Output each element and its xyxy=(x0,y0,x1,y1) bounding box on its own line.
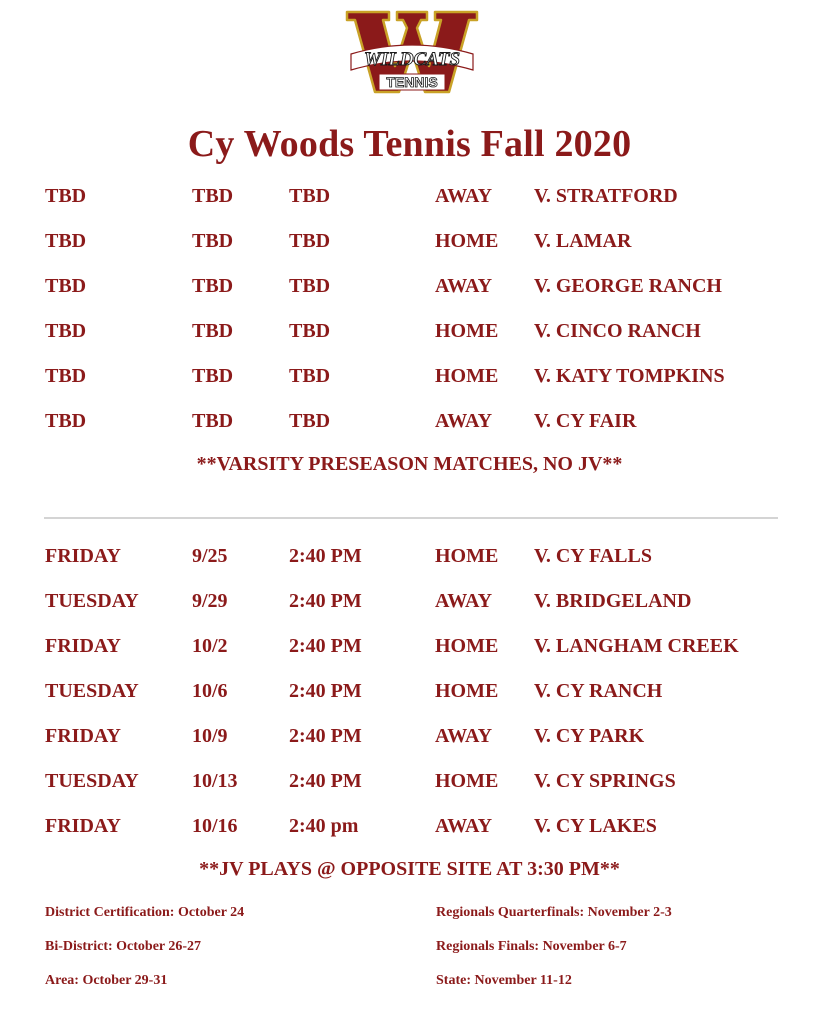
match-date: TBD xyxy=(192,230,234,252)
regular-schedule xyxy=(45,536,785,851)
match-time: 2:40 PM xyxy=(289,590,362,612)
match-site: HOME xyxy=(435,545,499,567)
match-opponent: V. CY FAIR xyxy=(534,410,637,432)
match-time: 2:40 PM xyxy=(289,725,362,747)
match-time: TBD xyxy=(289,185,331,207)
match-day: FRIDAY xyxy=(45,725,121,747)
key-date-item: Area: October 29-31 xyxy=(45,973,168,988)
match-day: FRIDAY xyxy=(45,635,121,657)
match-date: TBD xyxy=(192,275,234,297)
match-site: HOME xyxy=(435,635,499,657)
match-site: AWAY xyxy=(435,410,493,432)
match-site: HOME xyxy=(435,230,499,252)
match-day: FRIDAY xyxy=(45,545,121,567)
match-site: HOME xyxy=(435,320,499,342)
key-date-item: State: November 11-12 xyxy=(436,973,572,988)
match-day: FRIDAY xyxy=(45,815,121,837)
match-time: TBD xyxy=(289,410,331,432)
schedule-row xyxy=(45,806,785,851)
match-site: AWAY xyxy=(435,590,493,612)
match-opponent: V. STRATFORD xyxy=(534,185,678,207)
schedule-row xyxy=(45,671,785,716)
schedule-row xyxy=(45,536,785,581)
wildcats-tennis-logo xyxy=(345,8,479,96)
match-date: 9/25 xyxy=(192,545,228,567)
match-time: TBD xyxy=(289,230,331,252)
match-time: 2:40 PM xyxy=(289,545,362,567)
page-title: Cy Woods Tennis Fall 2020 xyxy=(187,123,632,165)
match-opponent: V. CY RANCH xyxy=(534,680,663,702)
preseason-schedule xyxy=(45,176,785,446)
match-opponent: V. CINCO RANCH xyxy=(534,320,701,342)
match-date: TBD xyxy=(192,410,234,432)
schedule-row xyxy=(45,716,785,761)
match-date: TBD xyxy=(192,365,234,387)
match-time: 2:40 PM xyxy=(289,770,362,792)
match-day: TBD xyxy=(45,230,87,252)
match-day: TUESDAY xyxy=(45,770,139,792)
match-time: TBD xyxy=(289,365,331,387)
key-dates-left xyxy=(45,902,244,1004)
match-time: 2:40 PM xyxy=(289,635,362,657)
match-day: TUESDAY xyxy=(45,680,139,702)
match-day: TBD xyxy=(45,275,87,297)
match-site: HOME xyxy=(435,770,499,792)
match-time: TBD xyxy=(289,275,331,297)
match-opponent: V. CY LAKES xyxy=(534,815,657,837)
schedule-row xyxy=(45,356,785,401)
key-date-item: Regionals Quarterfinals: November 2-3 xyxy=(436,905,672,920)
match-day: TBD xyxy=(45,410,87,432)
match-site: AWAY xyxy=(435,725,493,747)
preseason-note: **VARSITY PRESEASON MATCHES, NO JV** xyxy=(196,453,623,475)
schedule-row xyxy=(45,176,785,221)
match-opponent: V. LANGHAM CREEK xyxy=(534,635,739,657)
match-day: TBD xyxy=(45,185,87,207)
key-date-item: District Certification: October 24 xyxy=(45,905,245,920)
match-opponent: V. CY FALLS xyxy=(534,545,652,567)
schedule-row xyxy=(45,626,785,671)
match-time: 2:40 PM xyxy=(289,680,362,702)
jv-note: **JV PLAYS @ OPPOSITE SITE AT 3:30 PM** xyxy=(199,858,620,880)
match-date: 9/29 xyxy=(192,590,228,612)
section-divider xyxy=(44,517,778,519)
key-date-item: Regionals Finals: November 6-7 xyxy=(436,939,627,954)
key-dates-right xyxy=(436,902,672,1004)
schedule-row xyxy=(45,401,785,446)
match-opponent: V. GEORGE RANCH xyxy=(534,275,722,297)
match-date: 10/16 xyxy=(192,815,238,837)
match-opponent: V. KATY TOMPKINS xyxy=(534,365,725,387)
logo-mascot-text: WILDCATS xyxy=(363,49,461,70)
schedule-row xyxy=(45,266,785,311)
logo-sport-text: TENNIS xyxy=(386,74,438,90)
logo-graphic xyxy=(345,8,479,96)
match-opponent: V. CY PARK xyxy=(534,725,645,747)
match-site: AWAY xyxy=(435,275,493,297)
match-site: HOME xyxy=(435,680,499,702)
match-date: 10/13 xyxy=(192,770,238,792)
match-day: TBD xyxy=(45,365,87,387)
match-date: TBD xyxy=(192,185,234,207)
match-opponent: V. CY SPRINGS xyxy=(534,770,676,792)
match-site: AWAY xyxy=(435,815,493,837)
match-opponent: V. LAMAR xyxy=(534,230,632,252)
match-site: AWAY xyxy=(435,185,493,207)
schedule-row xyxy=(45,761,785,806)
match-day: TBD xyxy=(45,320,87,342)
schedule-row xyxy=(45,581,785,626)
match-site: HOME xyxy=(435,365,499,387)
key-date-item: Bi-District: October 26-27 xyxy=(45,939,202,954)
match-date: 10/9 xyxy=(192,725,228,747)
schedule-row xyxy=(45,311,785,356)
match-date: 10/2 xyxy=(192,635,228,657)
schedule-row xyxy=(45,221,785,266)
match-opponent: V. BRIDGELAND xyxy=(534,590,692,612)
match-day: TUESDAY xyxy=(45,590,139,612)
match-time: TBD xyxy=(289,320,331,342)
match-time: 2:40 pm xyxy=(289,815,359,837)
match-date: TBD xyxy=(192,320,234,342)
match-date: 10/6 xyxy=(192,680,228,702)
